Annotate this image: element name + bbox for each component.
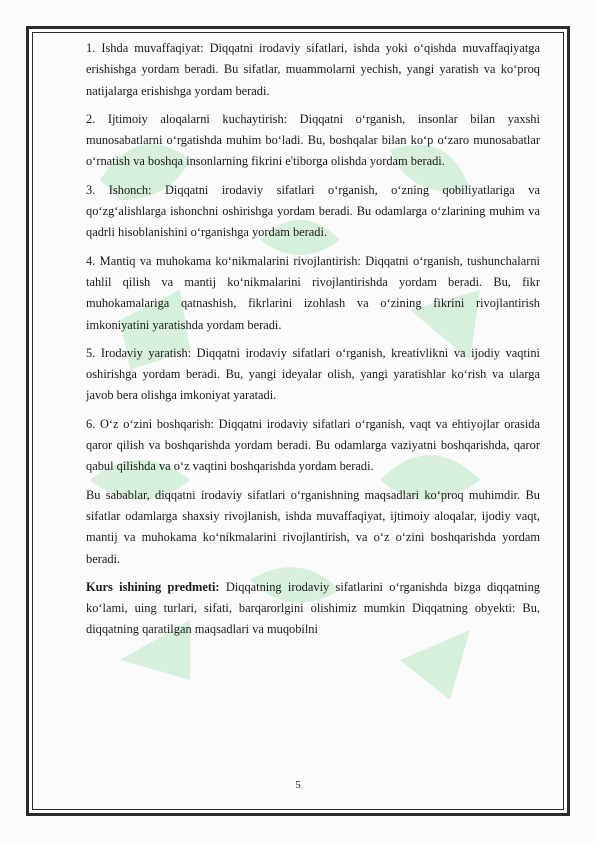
paragraph-creativity: 5. Irodaviy yaratish: Diqqatni irodaviy sifatlari o‘rganish, kreativlikni va ijodiy vaqtini oshirishga yordam beradi. Bu, yangi ideyalar olish, yangi yaratishlar ko‘rish va ularga javob bera olishga imkoniyat yaratadi. xyxy=(86,345,540,403)
page-number: 5 xyxy=(295,779,301,791)
page-body xyxy=(86,38,540,648)
paragraph-self-management: 6. O‘z o‘zini boshqarish: Diqqatni irodaviy sifatlari o‘rganish, vaqt va ehtiyojlar orasida qaror qilish va boshqarishda yordam beradi. Bu odamlarga vaziyatni boshqarishda, qaror qabul qilishda va o‘z vaqtini boshqarishda yordam beradi. xyxy=(86,416,540,474)
course-subject-text: Diqqatning irodaviy sifatlarini o‘rganishda bizga diqqatning ko‘lami, uing turlari, sifati, barqarorlgini olishimiz mumkin Diqqatning obyekti: Bu, diqqatning qaratilgan maqsadlari va muqobilni xyxy=(86,579,541,637)
paragraph-summary: Bu sabablar, diqqatni irodaviy sifatlari o‘rganishning maqsadlari ko‘proq muhimdir. Bu sifatlar odamlarga shaxsiy rivojlanish, ishda muvaffaqiyat, ijtimoiy aloqalar, ijodiy vaqt, mantij va muhokama ko‘nikmalarini rivojlantirish, va o‘z o‘zini boshqarishda yordam beradi. xyxy=(86,487,540,566)
paragraph-confidence: 3. Ishonch: Diqqatni irodaviy sifatlari o‘rganish, o‘zning qobiliyatlariga va qo‘zg‘alishlarga ishonchni oshirishga yordam beradi. Bu odamlarga o‘zlarining muhim va qadrli hisoblanishini o‘rganishga yordam beradi. xyxy=(86,182,540,240)
paragraph-course-subject xyxy=(86,577,540,641)
paragraph-logic-discussion: 4. Mantiq va muhokama ko‘nikmalarini rivojlantirish: Diqqatni o‘rganish, tushunchalarni tahlil qilish va mantij ko‘nikmalarini rivojlantirishda yordam beradi. Bu, fikr muhokamalariga qatnashish, fikrlarini izohlash va o‘zining fikrini rivojlantirish imkoniyatini yaratishda yordam beradi. xyxy=(86,253,540,332)
paragraph-social-relations: 2. Ijtimoiy aloqalarni kuchaytirish: Diqqatni o‘rganish, insonlar bilan yaxshi munosabatlarni o‘rgatishda muhim bo‘ladi. Bu, boshqalar bilan ko‘p o‘zaro munosabatlar o‘rnatish va boshqa insonlarning fikrini e'tiborga olishda yordam beradi. xyxy=(86,111,540,169)
paragraph-success: 1. Ishda muvaffaqiyat: Diqqatni irodaviy sifatlari, ishda yoki o‘qishda muvaffaqiyatga erishishga yordam beradi. Bu sifatlar, muammolarni yechish, yangi yaratish va ko‘proq natijalarga erishishga yordam beradi. xyxy=(86,41,540,98)
course-subject-heading: Kurs ishining predmeti: xyxy=(86,579,220,594)
